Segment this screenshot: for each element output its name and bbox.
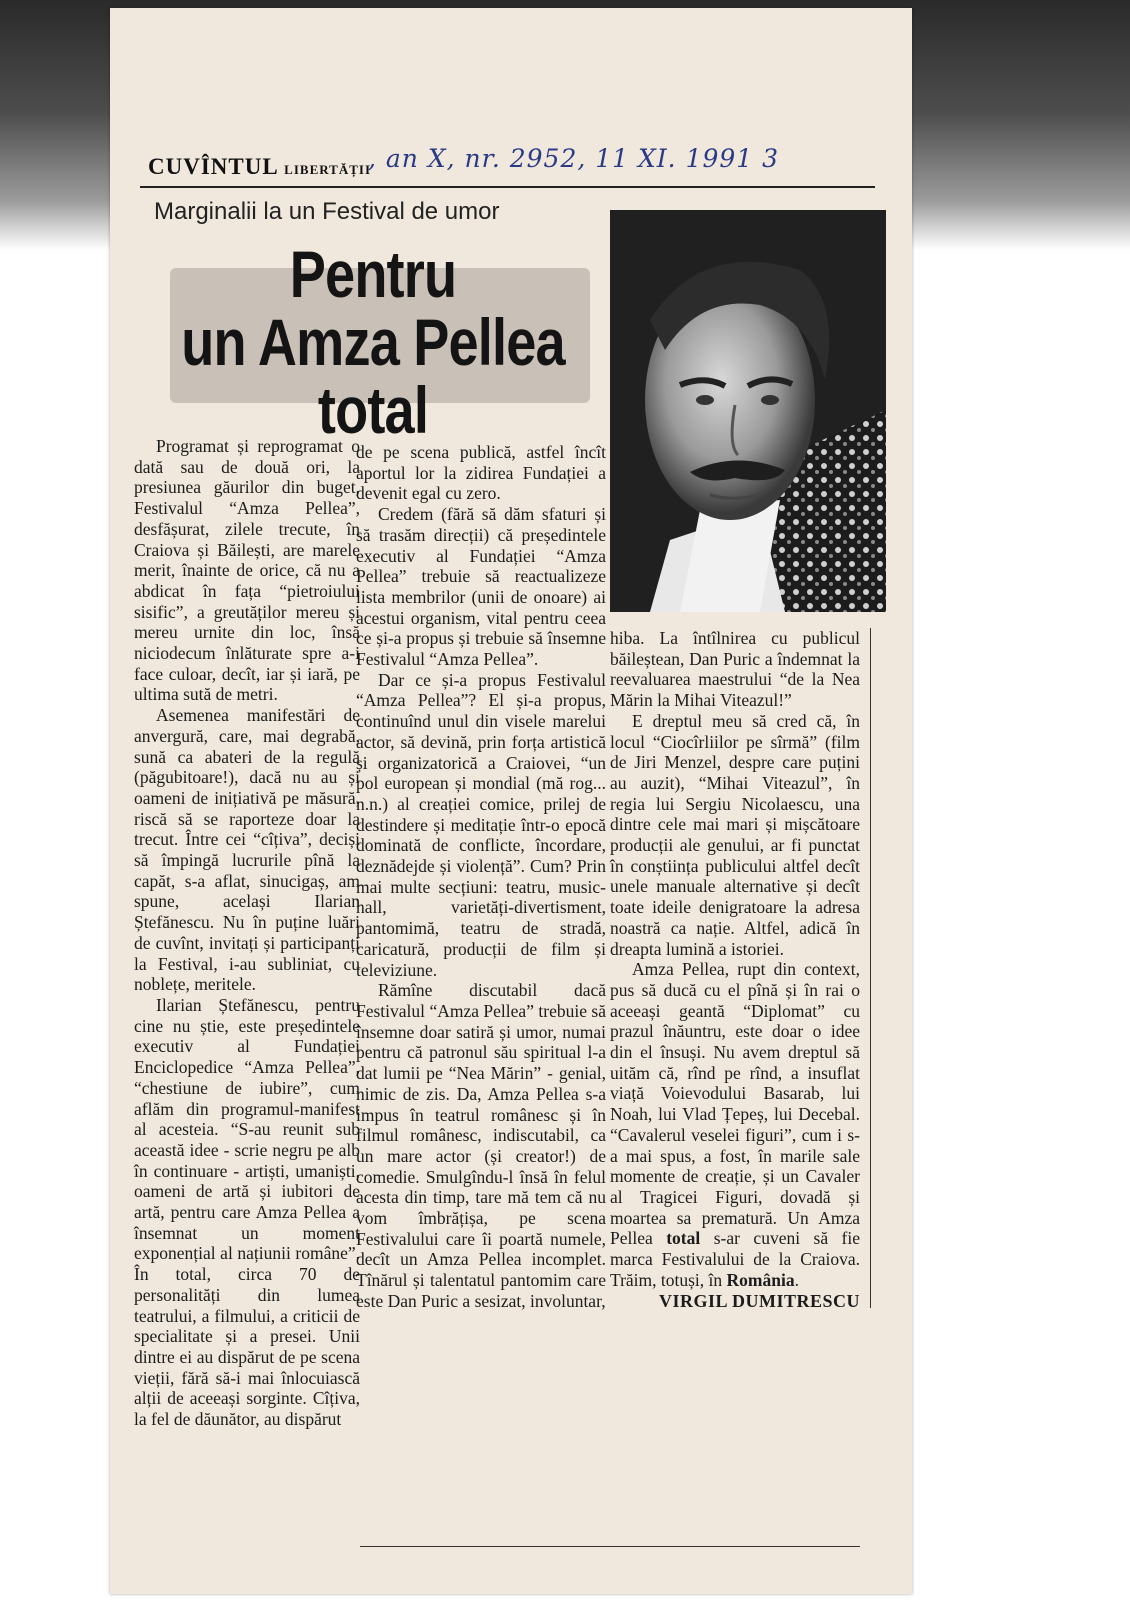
article-kicker: Marginalii la un Festival de umor <box>154 198 500 225</box>
article-headline <box>180 237 565 447</box>
portrait-illustration <box>610 210 886 612</box>
emphasis-total: total <box>666 1228 701 1249</box>
paragraph <box>610 959 860 1290</box>
newspaper-name <box>148 154 371 180</box>
newspaper-name-sub: LIBERTĂȚII <box>284 162 372 177</box>
paragraph: de pe scena publică, astfel încît aportul lor la zidirea Fundației a devenit egal cu zero. <box>356 442 606 504</box>
newspaper-name-main: CUVÎNTUL <box>148 154 278 179</box>
paragraph: hiba. La întîlnirea cu publicul băileștean, Dan Puric a îndemnat la reevaluarea maestrului “de la Nea Mărin la Mihai Viteazul!” <box>610 628 860 711</box>
article-column-2 <box>356 442 606 1312</box>
emphasis-country: România <box>726 1269 795 1290</box>
article-author: VIRGIL DUMITRESCU <box>658 1290 860 1311</box>
paragraph: Rămîne discutabil dacă Festivalul “Amza Pellea” trebuie să însemne doar satiră și umor, numai pentru că patronul său spiritual l-a dat lumii pe “Nea Mărin” - genial, nimic de zis. Da, Amza Pellea s-a impus în teatrul românesc și în filmul românesc, indiscutabil, ca un mare actor (și creator!) de comedie. Smulgîndu-l însă în felul acesta din timp, tare mă tem că nu vom îmbrățișa, pe scena Festivalului care îi poartă numele, decît un Amza Pellea incomplet. Tînărul și talentatul pantomim care este Dan Puric a sesizat, involuntar, <box>356 980 606 1311</box>
paragraph-tail: s-ar cuveni să fie marca Festivalului de la Craiova. Trăim, totuși, în <box>610 1228 861 1290</box>
paragraph-end: . <box>794 1269 799 1290</box>
headline-line-2: un Amza Pellea <box>181 305 565 379</box>
headline-line-3: total <box>317 373 429 447</box>
paragraph: Ilarian Ștefănescu, pentru cine nu știe, este președintele executiv al Fundației Enciclopedice “Amza Pellea”, “chestiune de iubire”, cum aflăm din programul-manifest al acesteia. “S-au reunit sub această idee - scrie negru pe alb în continuare - artiști, umaniști, oameni de artă și iubitori de artă, pentru care Amza Pellea a însemnat un moment exponențial al națiunii române”. În total, circa 70 de personalități din lumea teatrului, a filmului, a criticii de specialitate și a presei. Unii dintre ei au dispărut de pe scena vieții, fără să-i mai înlocuiască alții de aceeași sorginte. Cîțiva, la fel de dăunător, au dispărut <box>134 994 360 1430</box>
paragraph: Programat și reprogramat o dată sau de două ori, la presiunea găurilor din buget, Festivalul “Amza Pellea”, desfășurat, zilele trecute, în Craiova și Băilești, are marele merit, înainte de orice, că nu a abdicat în fața “pietroiului sisific”, a greutăților mereu și mereu urnite din loc, însă niciodecum înlăturate spre a-i face culoar, decît, iar și iară, pe ultima sută de metri. <box>134 436 360 705</box>
headline-line-1: Pentru <box>289 237 457 311</box>
article-column-1 <box>134 436 360 1430</box>
newspaper-header <box>140 136 875 188</box>
article-column-3 <box>610 628 860 1311</box>
paragraph: E dreptul meu să cred că, în locul “Ciocîrliilor pe sîrmă” (film de Jiri Menzel, despre care puțini au auzit), “Mihai Viteazul”, în regia lui Sergiu Nicolaescu, una dintre cele mai mari și mișcătoare producții ale genului, ar fi punctat în conștiința publicului altfel decît unele manuale alternative și decît toate ideile denigratoare la adresa noastră ca nație. Altfel, adică în dreapta lumină a istoriei. <box>610 710 860 959</box>
paragraph: Dar ce și-a propus Festivalul “Amza Pellea”? El și-a propus, continuînd unul din visele marelui actor, să devină, prin forța artistică și organizatorică a Craiovei, “un pol european și mondial (mă rog... n.n.) al creației comice, prilej de destindere și meditație într-o epocă dominată de conflicte, încordare, deznădejde și violență”. Cum? Prin mai multe secțiuni: teatru, music-hall, varietăți-divertisment, pantomimă, teatru de stradă, caricatură, producții de film și televiziune. <box>356 669 606 980</box>
paragraph: Credem (fără să dăm sfaturi și să trasăm direcții) că președintele executiv al Fundației “Amza Pellea” trebuie să reactualizeze lista membrilor (unii de onoare) ai acestui organism, vital pentru ceea ce și-a propus și trebuie să însemne Festivalul “Amza Pellea”. <box>356 504 606 670</box>
newspaper-clipping <box>110 8 912 1594</box>
column-rule <box>870 628 871 1308</box>
handwritten-date-note: , an X, nr. 2952, 11 XI. 1991 3 <box>368 144 780 173</box>
portrait-photo <box>610 210 886 612</box>
paragraph-text: Amza Pellea, rupt din context, pus să ducă cu el pînă și în rai o aceeași geantă “Diplomat” cu prazul înăuntru, este doar o idee din el însuși. Nu avem dreptul să uităm că, rînd pe rînd, a insuflat viață Voievodului Basarab, lui Noah, lui Vlad Țepeș, lui Decebal. “Cavalerul veselei figuri”, cum i s-a mai spus, a fost, în marile sale momente de creație, și un Cavaler al Tragicei Figuri, dovadă și moartea sa prematură. Un Amza Pellea <box>610 959 860 1249</box>
paragraph: Asemenea manifestări de anvergură, care, mai degrabă, sună ca abateri de la regulă (păgubitoare!), dacă nu au și oameni de inițiativă pe măsură, riscă să se raporteze doar la trecut. Între cei “cîțiva”, deciși să împingă lucrurile pînă la capăt, s-a aflat, sinucigaș, am spune, același Ilarian Ștefănescu. Nu în puține luări de cuvînt, invitați și participanți la Festival, i-au subliniat, cu noblețe, meritele. <box>134 705 360 995</box>
bottom-rule <box>360 1546 860 1547</box>
